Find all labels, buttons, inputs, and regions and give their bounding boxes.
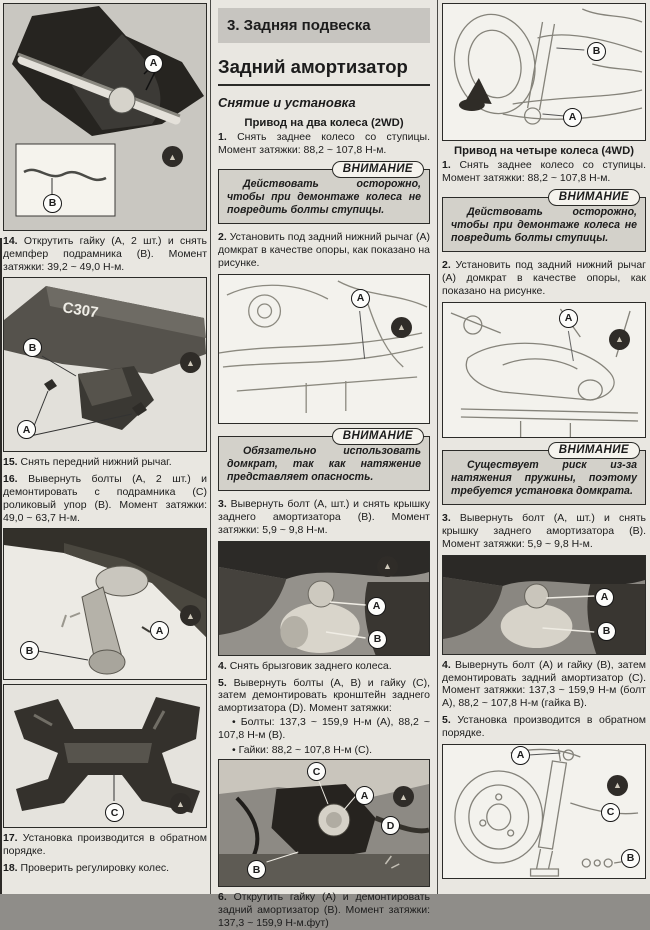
callout-b: B [597, 622, 616, 641]
warning-box [218, 429, 430, 492]
step-18 [3, 862, 207, 875]
step-number: 15. [3, 456, 18, 469]
step-17 [3, 832, 207, 858]
step-text: Установить под задний нижний рычаг (А) домкрат в качестве опоры, как показано на рисунке. [442, 259, 646, 297]
figure-art [4, 4, 206, 230]
figure-jack-under-lower-arm-4wd [442, 302, 646, 438]
watermark-icon: ▲ [377, 556, 398, 577]
step-5 [218, 677, 430, 715]
step-number: 4. [442, 658, 451, 671]
watermark-icon: ▲ [162, 146, 183, 167]
subsection-title: Снятие и установка [218, 95, 356, 110]
callout-c: C [601, 803, 620, 822]
figure-shock-cover-bolt [218, 541, 430, 656]
warning-box [442, 443, 646, 506]
callout-a: A [511, 746, 530, 765]
step-number: 1. [442, 159, 451, 171]
step-text: Вывернуть болт (А, шт.) и снять крышку заднего амортизатора (В). Момент затяжки: 5,9 ~ 9,8 Н-м. [442, 512, 646, 550]
callout-c: C [105, 803, 124, 822]
step-number: 3. [442, 512, 451, 525]
step-3 [442, 512, 646, 550]
callout-b: B [43, 194, 62, 213]
step-text: Открутить гайку (А, 2 шт.) и снять демпфер подрамника (В). Момент затяжки: 39,2 ~ 49,0 Н-м. [3, 235, 207, 273]
step-text: Снять заднее колесо со ступицы. Момент затяжки: 88,2 ~ 107,8 Н-м. [442, 159, 647, 184]
figure-art [443, 4, 645, 140]
callout-a: A [150, 621, 169, 640]
callout-a: A [595, 588, 614, 607]
step-2 [218, 231, 430, 269]
figure-art [443, 303, 645, 437]
step-4 [442, 659, 646, 710]
figure-roller-stopper [3, 528, 207, 680]
step-text: Установка производится в обратном порядке. [442, 713, 646, 739]
warning-text: Существует риск из-за натяжения пружины, поэтому требуется установка домкрата. [451, 458, 637, 498]
figure-subframe-damper [3, 277, 207, 452]
scan-edge-artifact [0, 238, 2, 894]
warning-tab: ВНИМАНИЕ [332, 161, 424, 178]
callout-c: C [307, 762, 326, 781]
warning-text: Действовать осторожно, чтобы при демонтаже колеса не повредить болты ступицы. [451, 205, 637, 245]
middle-column [210, 0, 438, 929]
heading-4wd: Привод на четыре колеса (4WD) [453, 145, 635, 157]
step-text: Проверить регулировку колес. [20, 861, 170, 874]
callout-a: A [563, 108, 582, 127]
step-number: 4. [218, 659, 227, 672]
torque-bullet-nuts [218, 744, 430, 757]
step-number: 14. [3, 235, 18, 247]
callout-b: B [368, 630, 387, 649]
step-2 [442, 259, 646, 297]
warning-box [218, 162, 430, 225]
bullet-icon: • [232, 743, 236, 756]
figure-art [219, 542, 429, 655]
section-title: Задний амортизатор [218, 56, 430, 86]
watermark-icon: ▲ [393, 786, 414, 807]
step-1 [442, 159, 646, 185]
watermark-icon: ▲ [170, 793, 191, 814]
step-number: 17. [3, 832, 18, 845]
callout-d: D [381, 816, 400, 835]
step-text: Снять заднее колесо со ступицы. Момент затяжки: 88,2 ~ 107,8 Н-м. [218, 131, 430, 156]
step-number: 3. [218, 498, 227, 511]
step-number: 6. [218, 891, 227, 904]
step-number: 5. [218, 676, 227, 689]
step-text: Вывернуть болт (А) и гайку (В), затем демонтировать задний амортизатор (С). Момент затяжки: 137,3 ~ 159,9 Н-м (болт А), 88,2 ~ 107,8 Н-м (гайка В). [442, 658, 647, 710]
step-number: 16. [3, 473, 18, 486]
step-5 [442, 714, 646, 740]
callout-a: A [144, 54, 163, 73]
figure-shock-cover-bolt-4wd [442, 555, 646, 655]
figure-shock-absorber-exploded [442, 744, 646, 879]
step-number: 5. [442, 713, 451, 726]
callout-b: B [23, 338, 42, 357]
warning-box [442, 190, 646, 253]
step-1 [218, 131, 430, 157]
step-text: Снять передний нижний рычаг. [20, 456, 172, 469]
watermark-icon: ▲ [180, 605, 201, 626]
step-14 [3, 235, 207, 273]
warning-tab: ВНИМАНИЕ [548, 442, 640, 459]
step-number: 1. [218, 131, 227, 143]
callout-a: A [367, 597, 386, 616]
callout-b: B [20, 641, 39, 660]
figure-front-subframe [3, 684, 207, 828]
watermark-icon: ▲ [391, 317, 412, 338]
step-text: Установить под задний нижний рычаг (А) домкрат в качестве опоры, как показано на рисунке. [218, 231, 431, 269]
left-column [0, 0, 210, 894]
step-15 [3, 456, 207, 469]
figure-shock-bracket [218, 759, 430, 887]
chapter-title: 3. Задняя подвеска [218, 8, 430, 43]
step-4 [218, 660, 430, 673]
warning-tab: ВНИМАНИЕ [332, 428, 424, 445]
watermark-icon: ▲ [607, 775, 628, 796]
callout-a: A [351, 289, 370, 308]
step-number: 2. [218, 231, 227, 244]
warning-text: Обязательно использовать домкрат, так как натяжение представляет опасность. [227, 444, 421, 484]
callout-a: A [17, 420, 36, 439]
step-3 [218, 498, 430, 536]
callout-a: A [559, 309, 578, 328]
step-text: Вывернуть болт (А, шт.) и снять крышку заднего амортизатора (В). Момент затяжки: 5,9 ~ 9,8 Н-м. [218, 498, 430, 536]
figure-rear-suspension-4wd [442, 3, 646, 141]
subframe-marking: C307 [61, 299, 100, 322]
torque-bullet-bolts [218, 716, 430, 742]
figure-art [219, 275, 429, 423]
step-text: Установка производится в обратном порядке. [3, 832, 207, 858]
step-text: Вывернуть болты (А, В) и гайку (С), затем демонтировать кронштейн заднего амортизатора (D). Момент затяжки: [218, 676, 430, 715]
callout-a: A [355, 786, 374, 805]
step-text: Вывернуть болты (А, 2 шт.) и демонтировать с подрамника (С) роликовый упор (В). Момент затяжки: 49,0 ~ 63,7 Н-м. [3, 473, 207, 524]
callout-b: B [247, 860, 266, 879]
callout-b: B [587, 42, 606, 61]
step-6 [218, 891, 430, 929]
step-text: Снять брызговик заднего колеса. [229, 659, 392, 672]
watermark-icon: ▲ [180, 352, 201, 373]
warning-tab: ВНИМАНИЕ [548, 189, 640, 206]
bullet-text: Болты: 137,3 ~ 159,9 Н-м (А), 88,2 ~ 107,8 Н-м (В). [218, 715, 430, 741]
figure-jack-under-lower-arm-2wd [218, 274, 430, 424]
step-text: Открутить гайку (А) и демонтировать задний амортизатор (В). Момент затяжки: 137,3 ~ 159,9 Н-м.фут) [218, 891, 430, 929]
bullet-text: Гайки: 88,2 ~ 107,8 Н-м (С). [238, 743, 373, 756]
right-column [438, 0, 650, 894]
step-16 [3, 473, 207, 524]
figure-art [443, 556, 645, 654]
figure-rear-subframe-assembly [3, 3, 207, 231]
watermark-icon: ▲ [609, 329, 630, 350]
callout-b: B [621, 849, 640, 868]
step-number: 2. [442, 259, 451, 272]
step-number: 18. [3, 861, 18, 874]
heading-2wd: Привод на два колеса (2WD) [244, 117, 404, 129]
bullet-icon: • [232, 715, 236, 728]
warning-text: Действовать осторожно, чтобы при демонтаже колеса не повредить болты ступицы. [227, 177, 421, 217]
